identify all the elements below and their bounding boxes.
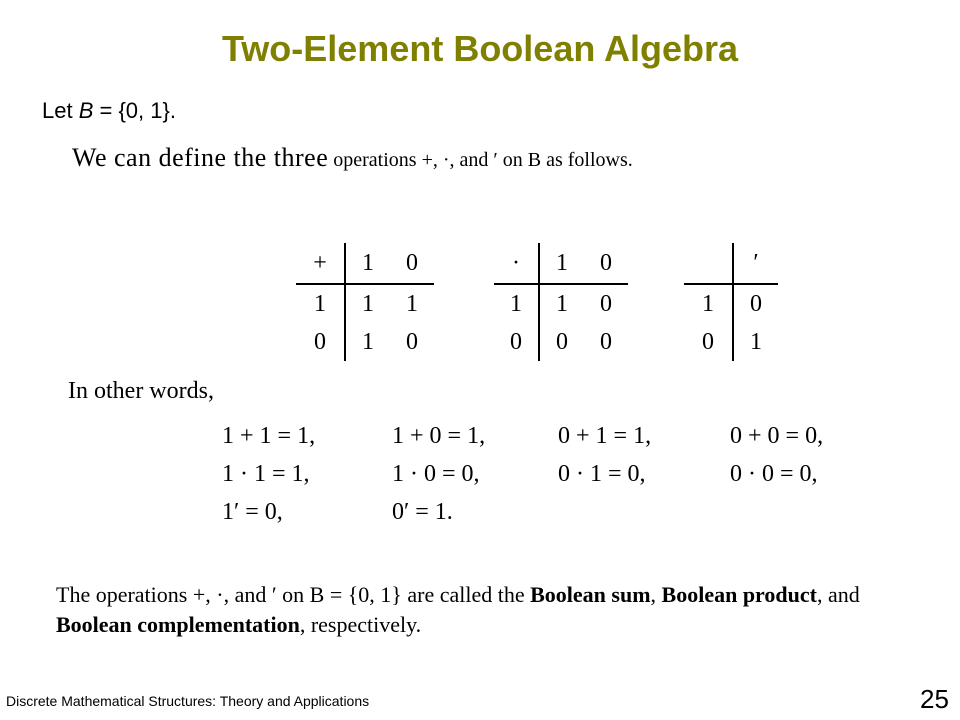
table-row-label: 1 — [494, 284, 539, 323]
equation: 1′ = 0, — [222, 499, 283, 525]
table-row-label: 0 — [494, 323, 539, 361]
slide-title: Two-Element Boolean Algebra — [221, 28, 739, 69]
complement-table — [684, 243, 778, 361]
table-cell: 0 — [600, 328, 612, 355]
summary-term-product: Boolean product — [661, 582, 817, 607]
let-prefix: Let — [42, 98, 79, 123]
table-cell: 0 — [556, 328, 568, 355]
let-statement — [42, 98, 176, 124]
summary-text: The operations +, ·, and ′ on B = {0, 1} are called the — [56, 582, 531, 607]
table-row-label: 0 — [296, 323, 345, 361]
footer-text: Discrete Mathematical Structures: Theory and Applications — [6, 693, 370, 709]
table-col-header: ′ — [733, 243, 778, 284]
equation: 1 + 1 = 1, — [222, 423, 316, 449]
product-table — [494, 243, 628, 361]
page-number: 25 — [920, 684, 949, 714]
define-tail: operations +, ·, and ′ on B as follows. — [328, 149, 633, 171]
equation: 0 + 1 = 1, — [558, 423, 652, 449]
table-col-header: 0 — [584, 243, 628, 284]
summary-sep: , and — [816, 582, 860, 607]
summary-paragraph — [56, 580, 936, 640]
equation: 0 + 0 = 0, — [730, 423, 824, 449]
equation: 1 · 1 = 1, — [222, 461, 310, 487]
table-cell: 0 — [406, 328, 418, 355]
summary-term-complement: Boolean complementation — [56, 612, 300, 637]
summary-term-sum: Boolean sum — [530, 582, 651, 607]
table-col-header: 1 — [539, 243, 584, 284]
table-cell: 1 — [750, 328, 762, 355]
table-col-header: 0 — [390, 243, 434, 284]
table-cell: 0 — [600, 290, 612, 317]
table-cell: 1 — [362, 328, 374, 355]
define-lead: We can define the three — [72, 143, 329, 172]
table-cell: 0 — [750, 290, 762, 317]
in-other-words: In other words, — [68, 378, 214, 404]
summary-sep: , — [650, 582, 662, 607]
table-cell: 1 — [362, 290, 374, 317]
table-op: + — [296, 243, 345, 284]
sum-table — [296, 243, 434, 361]
table-op — [684, 243, 733, 284]
equation: 0 · 1 = 0, — [558, 461, 646, 487]
table-row-label: 0 — [684, 323, 733, 361]
equation: 1 + 0 = 1, — [392, 423, 486, 449]
equation: 0′ = 1. — [392, 499, 453, 525]
equation: 1 · 0 = 0, — [392, 461, 480, 487]
table-row-label: 1 — [296, 284, 345, 323]
table-cell: 1 — [556, 290, 568, 317]
equation: 0 · 0 = 0, — [730, 461, 818, 487]
table-row-label: 1 — [684, 284, 733, 323]
table-col-header: 1 — [345, 243, 390, 284]
table-op: · — [494, 243, 539, 284]
define-text — [72, 143, 633, 173]
let-rest: = {0, 1}. — [93, 98, 176, 123]
let-var: B — [78, 98, 94, 123]
summary-text-end: , respectively. — [299, 612, 422, 637]
table-cell: 1 — [406, 290, 418, 317]
